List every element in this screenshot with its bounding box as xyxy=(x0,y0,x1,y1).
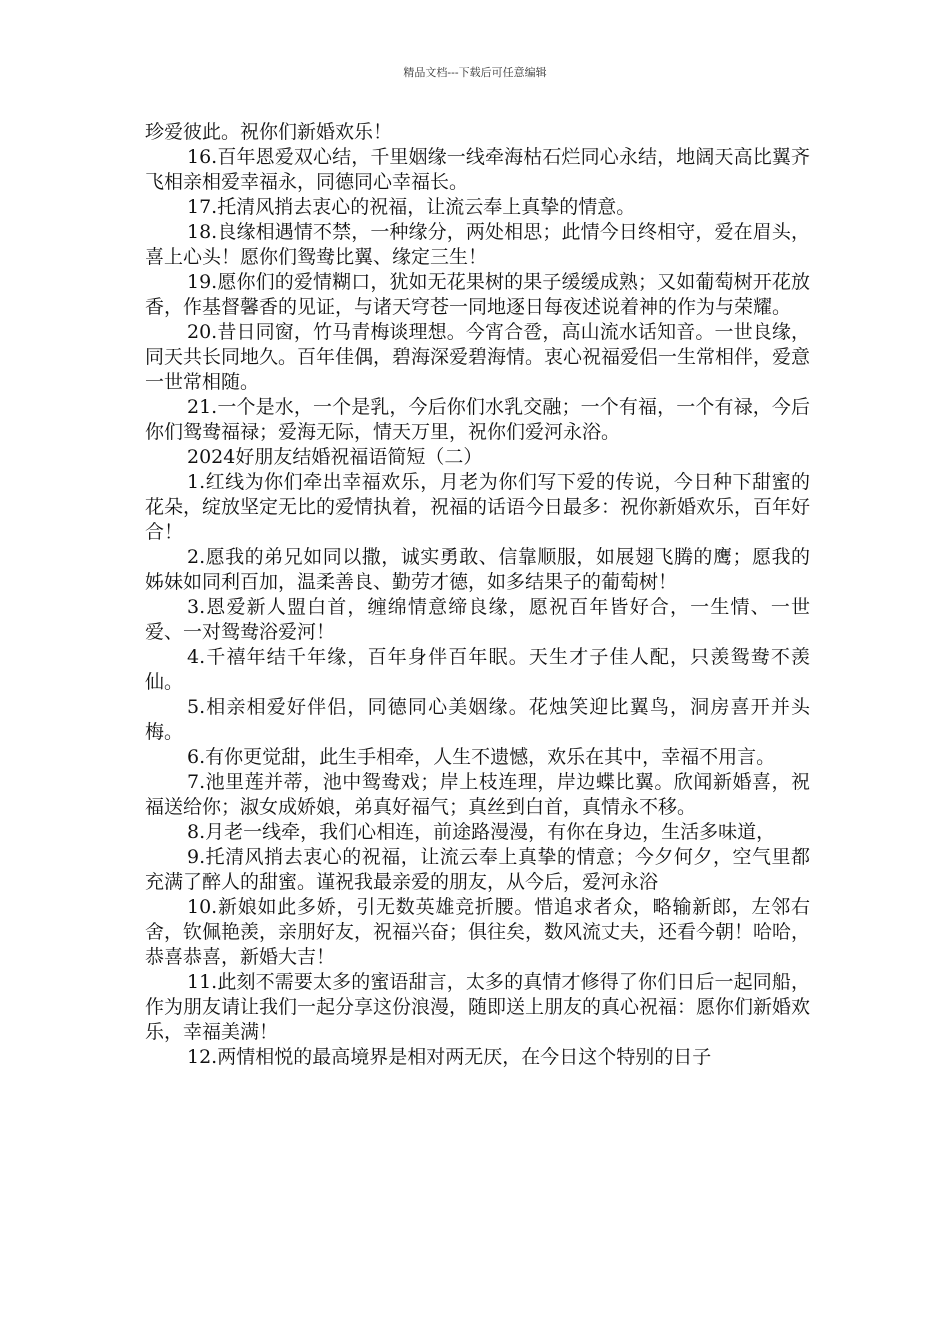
paragraph: 20.昔日同窗，竹马青梅谈理想。今宵合卺，高山流水话知音。一世良缘，同天共长同地久。百年佳偶，碧海深爱碧海情。衷心祝福爱侣一生常相伴，爱意一世常相随。 xyxy=(145,321,811,393)
paragraph: 16.百年恩爱双心结，千里姻缘一线牵海枯石烂同心永结，地阔天高比翼齐飞相亲相爱幸福永，同德同心幸福长。 xyxy=(145,146,810,193)
paragraph: 12.两情相悦的最高境界是相对两无厌，在今日这个特别的日子 xyxy=(187,1046,712,1068)
paragraph: 9.托清风捎去衷心的祝福，让流云奉上真挚的情意；今夕何夕，空气里都充满了醉人的甜蜜。谨祝我最亲爱的朋友，从今后，爱河永浴 xyxy=(145,846,810,893)
paragraph: 5.相亲相爱好伴侣，同德同心美姻缘。花烛笑迎比翼鸟，洞房喜开并头梅。 xyxy=(145,696,810,743)
document-body xyxy=(145,120,810,1070)
paragraph: 11.此刻不需要太多的蜜语甜言，太多的真情才修得了你们日后一起同船，作为朋友请让我们一起分享这份浪漫，随即送上朋友的真心祝福：愿你们新婚欢乐，幸福美满！ xyxy=(145,971,811,1043)
paragraph: 18.良缘相遇情不禁，一种缘分，两处相思；此情今日终相守，爱在眉头，喜上心头！愿你们鸳鸯比翼、缘定三生！ xyxy=(145,221,810,268)
paragraph: 1.红线为你们牵出幸福欢乐，月老为你们写下爱的传说，今日种下甜蜜的花朵，绽放坚定无比的爱情执着，祝福的话语今日最多：祝你新婚欢乐，百年好合！ xyxy=(145,471,811,543)
paragraph: 3.恩爱新人盟白首，缠绵情意缔良缘，愿祝百年皆好合，一生情、一世爱、一对鸳鸯浴爱河！ xyxy=(145,596,810,643)
paragraph: 2.愿我的弟兄如同以撒，诚实勇敢、信靠顺服，如展翅飞腾的鹰；愿我的姊妹如同利百加，温柔善良、勤劳才德，如多结果子的葡萄树！ xyxy=(145,546,810,593)
paragraph: 4.千禧年结千年缘，百年身伴百年眠。天生才子佳人配，只羡鸳鸯不羡仙。 xyxy=(145,646,810,693)
page-header: 精品文档---下载后可任意编辑 xyxy=(403,66,547,79)
paragraph: 珍爱彼此。祝你们新婚欢乐！ xyxy=(145,121,393,143)
paragraph: 2024好朋友结婚祝福语简短（二） xyxy=(187,446,483,468)
paragraph: 6.有你更觉甜，此生手相牵，人生不遗憾，欢乐在其中，幸福不用言。 xyxy=(187,746,776,768)
paragraph: 17.托清风捎去衷心的祝福，让流云奉上真挚的情意。 xyxy=(187,196,636,218)
paragraph: 7.池里莲并蒂，池中鸳鸯戏；岸上枝连理，岸边蝶比翼。欣闻新婚喜，祝福送给你；淑女成娇娘，弟真好福气；真丝到白首，真情永不移。 xyxy=(145,771,810,818)
paragraph: 19.愿你们的爱情糊口，犹如无花果树的果子缓缓成熟；又如葡萄树开花放香，作基督馨香的见证，与诸天穹苍一同地逐日每夜述说着神的作为与荣耀。 xyxy=(145,271,810,318)
paragraph: 8.月老一线牵，我们心相连，前途路漫漫，有你在身边，生活多味道， xyxy=(187,821,776,843)
paragraph: 10.新娘如此多娇，引无数英雄竞折腰。惜追求者众，略输新郎，左邻右舍，钦佩艳羡，亲朋好友，祝福兴奋；俱往矣，数风流丈夫，还看今朝！哈哈，恭喜恭喜，新婚大吉！ xyxy=(145,896,811,968)
paragraph: 21.一个是水，一个是乳，今后你们水乳交融；一个有福，一个有禄，今后你们鸳鸯福禄；爱海无际，情天万里，祝你们爱河永浴。 xyxy=(145,396,810,443)
